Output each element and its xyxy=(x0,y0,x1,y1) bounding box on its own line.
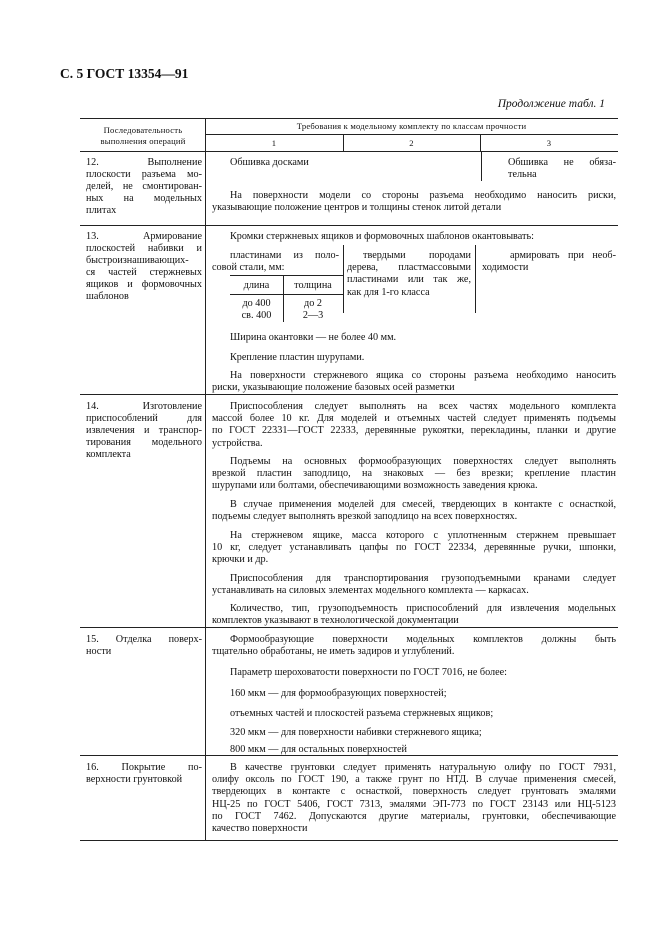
row-15-paragraph: 160 мкм — для формообразующих поверхностей; xyxy=(230,688,447,699)
row-14-paragraph: Подъемы на основных формообразующих поверхностях следует выполнять врезкой пластин заподлицо, на знаковых — без врезки; крепление пластин шурупами или болтами, обеспечивающими возможность заведения крюка. xyxy=(212,456,616,492)
row-16-paragraph: В качестве грунтовки следует применять натуральную олифу по ГОСТ 7931, олифу оксоль по ГОСТ 190, а также грунт по НТД. В случае применения смесей, твердеющих в контакте с оснасткой, поверхность следует грунтовать эмалями НЦ-25 по ГОСТ 5406, ГОСТ 7313, эмалями ЭП-773 по ГОСТ 23143 или НЦ-5123 по ГОСТ 7462. Допускаются другие материалы, грунтовки, обеспечивающие качество поверхности xyxy=(212,762,616,835)
row-13-intro: Кромки стержневых ящиков и формовочных шаблонов окантовывать: xyxy=(230,231,534,242)
row-14-paragraph: Приспособления для транспортирования грузоподъемными кранами следует устанавливать на силовых элементах модельного комплекта — каркасах. xyxy=(212,573,616,597)
row-15-paragraph: отъемных частей и плоскостей разъема стержневых ящиков; xyxy=(230,708,494,719)
row-13-operation: 13. Армирование плоскостей набивки и быстроизнашивающих- ся частей стержневых ящиков и формовочных шаблонов xyxy=(86,231,202,303)
row-15-paragraph: 800 мкм — для остальных поверхностей xyxy=(230,744,407,755)
row-12-class-3: Обшивка не обяза- тельна xyxy=(508,157,616,181)
row-14-paragraph: На стержневом ящике, масса которого с уплотненным стержнем превышает 10 кг, следует устанавливать цапфы по ГОСТ 22334, деревянные ручки, шпонки, крючки и др. xyxy=(212,530,616,566)
row-14-paragraph: Количество, тип, грузоподъемность приспособлений для извлечения модельных комплектов указывают в технологической документации xyxy=(212,603,616,627)
row-15-paragraph: 320 мкм — для поверхности набивки стержневого ящика; xyxy=(230,727,482,738)
row-15-paragraph: Формообразующие поверхности модельных комплектов должны быть тщательно обработаны, не иметь задиров и углублений. xyxy=(212,634,616,658)
row-15-operation: 15. Отделка поверх- ности xyxy=(86,634,202,658)
row-13-class-3: армировать при необ- ходимости xyxy=(482,250,616,274)
subtable-head-length: длина xyxy=(243,280,270,291)
subtable-cell: 2—3 xyxy=(302,310,324,321)
class-number-2: 2 xyxy=(409,138,414,148)
row-12-class-1: Обшивка досками xyxy=(230,157,309,168)
row-13-width-note: Ширина окантовки — не более 40 мм. xyxy=(230,332,397,343)
row-13-class-1: пластинами из поло- совой стали, мм: xyxy=(212,250,339,274)
class-number-3: 3 xyxy=(546,138,552,148)
class-number-1: 1 xyxy=(271,138,277,148)
row-13-marking-note: На поверхности стержневого ящика со стороны разъема необходимо наносить риски, указывающие положение базовых осей разметки xyxy=(212,370,616,394)
row-14-paragraph: В случае применения моделей для смесей, твердеющих в контакте с оснасткой, подъемы следует выполнять врезкой заподлицо на всех поверхностях. xyxy=(212,499,616,523)
row-16-operation: 16. Покрытие по- верхности грунтовкой xyxy=(86,762,202,786)
requirements-column-header: Требования к модельному комплекту по классам прочности xyxy=(296,121,527,131)
table-continuation-label: Продолжение табл. 1 xyxy=(497,98,605,110)
subtable-cell: до 400 xyxy=(242,298,271,309)
row-15-paragraph: Параметр шероховатости поверхности по ГОСТ 7016, не более: xyxy=(230,667,507,678)
page-header: С. 5 ГОСТ 13354—91 xyxy=(60,66,189,81)
row-12-note: На поверхности модели со стороны разъема необходимо наносить риски, указывающие положение центров и толщины стенок литой детали xyxy=(212,190,616,214)
subtable-cell: св. 400 xyxy=(241,310,272,321)
subtable-cell: до 2 xyxy=(304,298,322,309)
row-14-operation: 14. Изготовление приспособлений для извлечения и транспор- тирования модельного комплекта xyxy=(86,401,202,461)
subtable-head-thickness: толщина xyxy=(294,280,332,291)
row-12-operation: 12. Выполнение плоскости разъема мо- делей, не смонтирован- ных на модельных плитах xyxy=(86,157,202,217)
row-13-class-2: твердыми породами дерева, пластмассовыми пластинами или так же, как для 1-го класса xyxy=(347,250,471,298)
ops-column-header: Последовательность выполнения операций xyxy=(100,125,186,146)
row-13-fastening-note: Крепление пластин шурупами. xyxy=(230,352,365,363)
row-14-paragraph: Приспособления следует выполнять на всех частях модельного комплекта массой более 10 кг. Для моделей и отъемных частей следует применять подъемы по ГОСТ 22331—ГОСТ 22333, деревянные рукоятки, перекладины, планки и другие устройства. xyxy=(212,401,616,449)
